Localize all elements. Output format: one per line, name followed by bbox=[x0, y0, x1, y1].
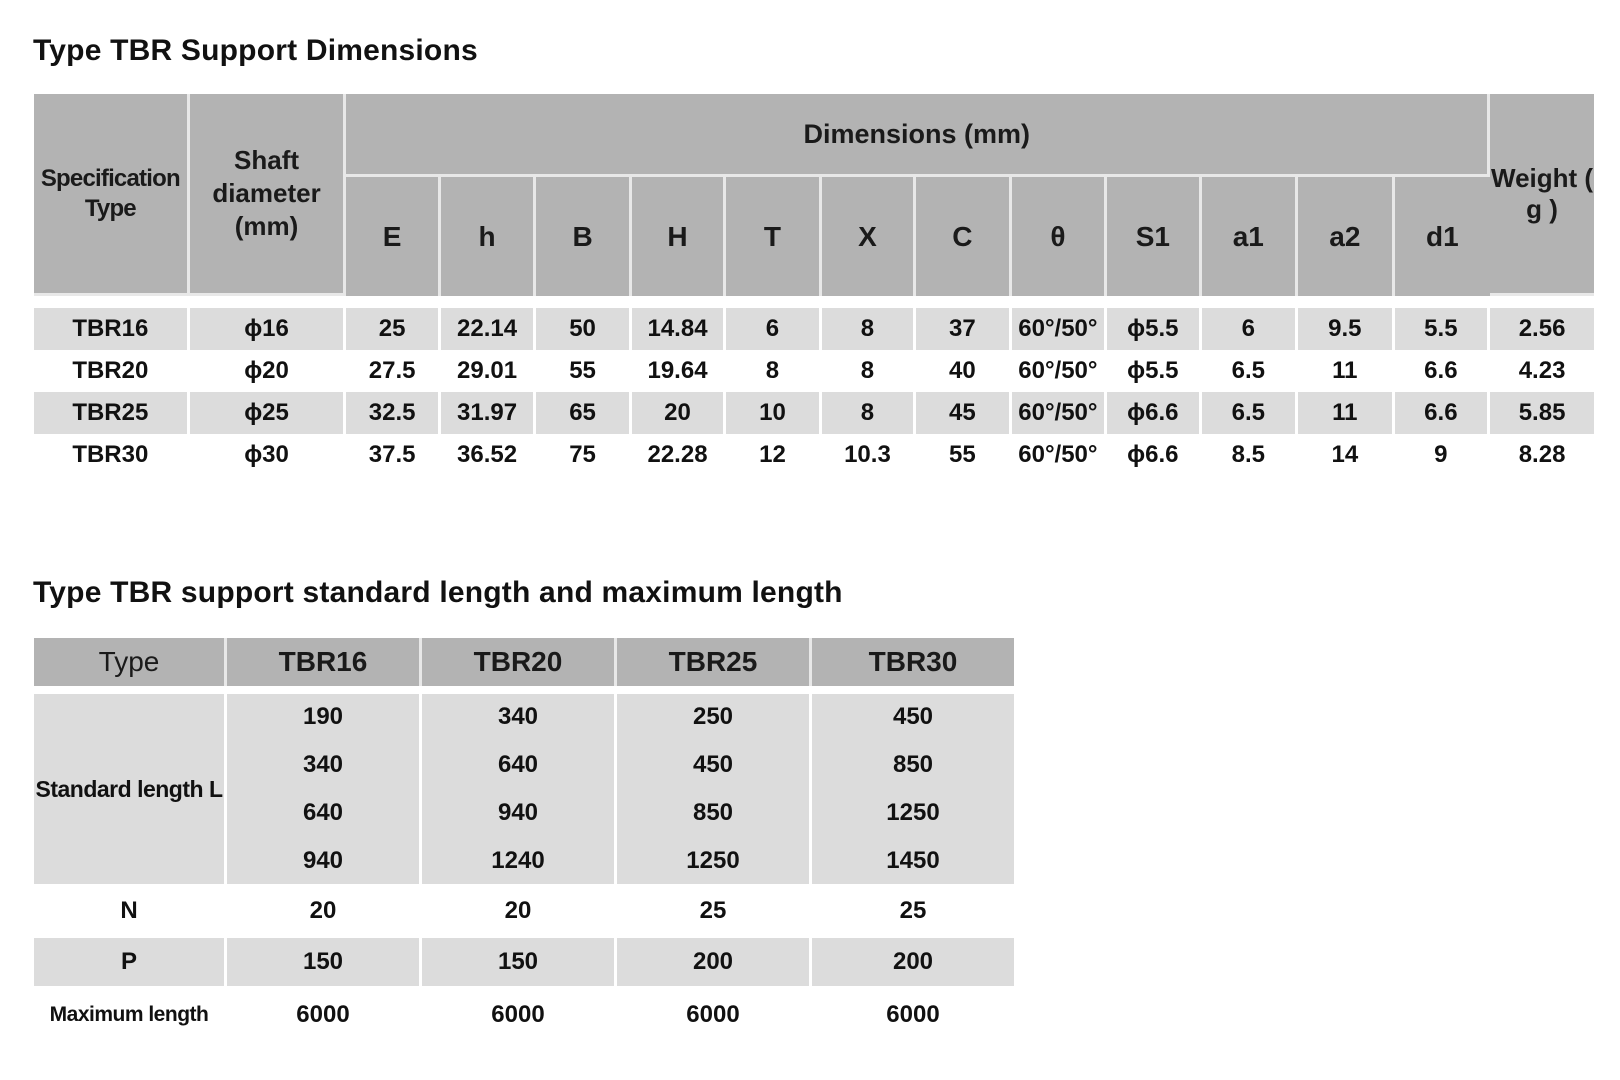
cell-x: 10.3 bbox=[822, 434, 916, 476]
support-dimensions-table bbox=[34, 94, 1594, 476]
cell-shaft: ϕ30 bbox=[190, 434, 347, 476]
cell-h-lower: 22.14 bbox=[441, 308, 536, 350]
n-value: 25 bbox=[617, 884, 812, 935]
header-col-theta: θ bbox=[1012, 177, 1107, 296]
header-dimensions: Dimensions (mm) bbox=[346, 94, 1490, 177]
length-value: 190 bbox=[302, 703, 344, 730]
max-length-row bbox=[34, 989, 1014, 1041]
cell-x: 8 bbox=[822, 350, 916, 392]
cell-b: 55 bbox=[536, 350, 631, 392]
cell-t: 6 bbox=[726, 308, 821, 350]
cell-d1: 6.6 bbox=[1395, 350, 1491, 392]
table-row bbox=[34, 434, 1594, 476]
table-row bbox=[34, 308, 1594, 350]
length-value: 1250 bbox=[686, 847, 740, 874]
cell-type: TBR30 bbox=[34, 434, 190, 476]
header-col-b: B bbox=[536, 177, 631, 296]
header-tbr25: TBR25 bbox=[617, 638, 812, 686]
cell-a2: 11 bbox=[1298, 350, 1395, 392]
header-col-d1: d1 bbox=[1395, 177, 1491, 296]
p-value: 150 bbox=[422, 935, 617, 989]
length-value: 1240 bbox=[491, 847, 545, 874]
n-value: 25 bbox=[812, 884, 1014, 935]
standard-lengths-tbr30 bbox=[812, 694, 1014, 884]
cell-a1: 6 bbox=[1202, 308, 1299, 350]
cell-c: 55 bbox=[916, 434, 1011, 476]
cell-weight: 2.56 bbox=[1490, 308, 1594, 350]
length-value: 640 bbox=[497, 751, 539, 778]
cell-h-upper: 20 bbox=[632, 392, 726, 434]
header-tbr16: TBR16 bbox=[227, 638, 422, 686]
header-type: Type bbox=[34, 638, 227, 686]
max-value: 6000 bbox=[227, 989, 422, 1041]
table-row bbox=[34, 392, 1594, 434]
length-value: 340 bbox=[302, 751, 344, 778]
cell-a1: 6.5 bbox=[1202, 392, 1299, 434]
length-value: 940 bbox=[497, 799, 539, 826]
cell-theta: 60°/50° bbox=[1012, 434, 1107, 476]
cell-weight: 5.85 bbox=[1490, 392, 1594, 434]
cell-type: TBR16 bbox=[34, 308, 190, 350]
dimensions-table-title: Type TBR Support Dimensions bbox=[33, 34, 478, 67]
cell-e: 27.5 bbox=[346, 350, 440, 392]
cell-b: 65 bbox=[536, 392, 631, 434]
n-row bbox=[34, 884, 1014, 935]
length-value: 450 bbox=[892, 703, 934, 730]
header-col-s1: S1 bbox=[1107, 177, 1201, 296]
cell-a2: 11 bbox=[1298, 392, 1395, 434]
cell-c: 37 bbox=[916, 308, 1011, 350]
p-label: P bbox=[34, 935, 227, 989]
cell-a1: 8.5 bbox=[1202, 434, 1299, 476]
header-specification-type: Specification Type bbox=[34, 94, 190, 296]
header-col-e: E bbox=[346, 177, 440, 296]
n-label: N bbox=[34, 884, 227, 935]
cell-type: TBR20 bbox=[34, 350, 190, 392]
p-row bbox=[34, 935, 1014, 989]
cell-e: 37.5 bbox=[346, 434, 440, 476]
cell-t: 10 bbox=[726, 392, 821, 434]
header-col-t: T bbox=[726, 177, 821, 296]
n-value: 20 bbox=[227, 884, 422, 935]
cell-shaft: ϕ25 bbox=[190, 392, 347, 434]
cell-c: 45 bbox=[916, 392, 1011, 434]
length-value: 250 bbox=[692, 703, 734, 730]
length-table-title: Type TBR support standard length and maximum length bbox=[33, 576, 843, 609]
standard-lengths-tbr25 bbox=[617, 694, 812, 884]
cell-x: 8 bbox=[822, 392, 916, 434]
cell-h-lower: 31.97 bbox=[441, 392, 536, 434]
header-col-c: C bbox=[916, 177, 1011, 296]
cell-h-lower: 29.01 bbox=[441, 350, 536, 392]
length-value: 850 bbox=[892, 751, 934, 778]
cell-s1: ϕ5.5 bbox=[1107, 308, 1201, 350]
length-value: 850 bbox=[692, 799, 734, 826]
cell-type: TBR25 bbox=[34, 392, 190, 434]
cell-d1: 5.5 bbox=[1395, 308, 1491, 350]
cell-theta: 60°/50° bbox=[1012, 350, 1107, 392]
header-col-a2: a2 bbox=[1298, 177, 1395, 296]
cell-s1: ϕ6.6 bbox=[1107, 392, 1201, 434]
header-col-x: X bbox=[822, 177, 916, 296]
cell-weight: 4.23 bbox=[1490, 350, 1594, 392]
cell-weight: 8.28 bbox=[1490, 434, 1594, 476]
cell-a2: 9.5 bbox=[1298, 308, 1395, 350]
cell-e: 25 bbox=[346, 308, 440, 350]
max-value: 6000 bbox=[812, 989, 1014, 1041]
header-tbr20: TBR20 bbox=[422, 638, 617, 686]
length-value: 940 bbox=[302, 847, 344, 874]
header-weight: Weight ( g ) bbox=[1490, 94, 1594, 296]
cell-a1: 6.5 bbox=[1202, 350, 1299, 392]
p-value: 150 bbox=[227, 935, 422, 989]
cell-s1: ϕ5.5 bbox=[1107, 350, 1201, 392]
cell-t: 12 bbox=[726, 434, 821, 476]
cell-a2: 14 bbox=[1298, 434, 1395, 476]
n-value: 20 bbox=[422, 884, 617, 935]
cell-h-upper: 19.64 bbox=[632, 350, 726, 392]
cell-h-lower: 36.52 bbox=[441, 434, 536, 476]
standard-length-label: Standard length L bbox=[34, 694, 227, 884]
cell-b: 50 bbox=[536, 308, 631, 350]
cell-c: 40 bbox=[916, 350, 1011, 392]
cell-d1: 6.6 bbox=[1395, 392, 1491, 434]
length-value: 640 bbox=[302, 799, 344, 826]
header-tbr30: TBR30 bbox=[812, 638, 1014, 686]
standard-length-row bbox=[34, 694, 1014, 884]
cell-theta: 60°/50° bbox=[1012, 308, 1107, 350]
header-col-h-upper: H bbox=[632, 177, 726, 296]
cell-b: 75 bbox=[536, 434, 631, 476]
max-value: 6000 bbox=[617, 989, 812, 1041]
cell-t: 8 bbox=[726, 350, 821, 392]
length-value: 1250 bbox=[886, 799, 940, 826]
length-value: 1450 bbox=[886, 847, 940, 874]
table-row bbox=[34, 350, 1594, 392]
header-shaft-diameter: Shaft diameter (mm) bbox=[190, 94, 347, 296]
max-value: 6000 bbox=[422, 989, 617, 1041]
header-col-a1: a1 bbox=[1202, 177, 1299, 296]
cell-h-upper: 22.28 bbox=[632, 434, 726, 476]
cell-shaft: ϕ16 bbox=[190, 308, 347, 350]
cell-s1: ϕ6.6 bbox=[1107, 434, 1201, 476]
cell-theta: 60°/50° bbox=[1012, 392, 1107, 434]
standard-length-table bbox=[34, 638, 1014, 1041]
length-value: 340 bbox=[497, 703, 539, 730]
p-value: 200 bbox=[617, 935, 812, 989]
length-value: 450 bbox=[692, 751, 734, 778]
header-col-h-lower: h bbox=[441, 177, 536, 296]
standard-lengths-tbr20 bbox=[422, 694, 617, 884]
p-value: 200 bbox=[812, 935, 1014, 989]
standard-lengths-tbr16 bbox=[227, 694, 422, 884]
cell-x: 8 bbox=[822, 308, 916, 350]
max-length-label: Maximum length bbox=[34, 989, 227, 1041]
cell-shaft: ϕ20 bbox=[190, 350, 347, 392]
cell-e: 32.5 bbox=[346, 392, 440, 434]
cell-d1: 9 bbox=[1395, 434, 1491, 476]
cell-h-upper: 14.84 bbox=[632, 308, 726, 350]
